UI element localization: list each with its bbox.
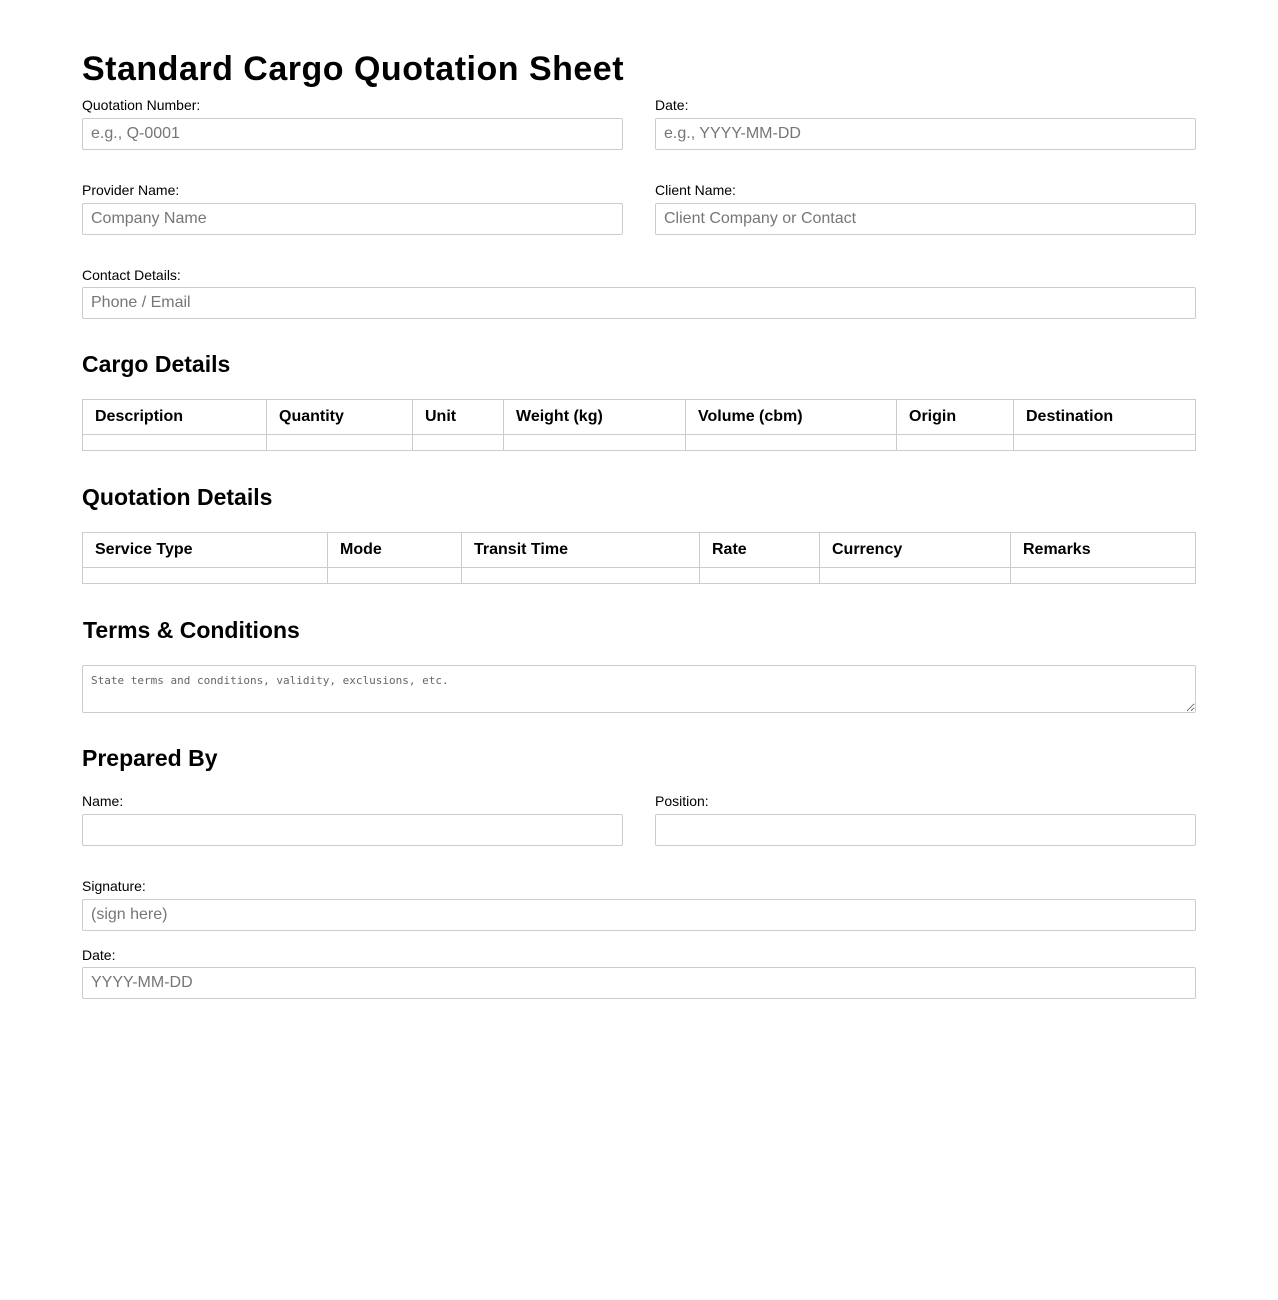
cargo-details-heading: Cargo Details bbox=[82, 351, 231, 377]
terms-heading: Terms & Conditions bbox=[83, 617, 300, 643]
cargo-header-description: Description bbox=[83, 400, 267, 435]
signature-input[interactable] bbox=[82, 899, 1196, 931]
name-input[interactable] bbox=[82, 814, 623, 846]
terms-textarea[interactable] bbox=[82, 665, 1196, 713]
table-cell[interactable] bbox=[1014, 435, 1196, 451]
name-label: Name: bbox=[82, 793, 124, 809]
prepared-by-heading: Prepared By bbox=[82, 745, 218, 771]
table-cell[interactable] bbox=[83, 568, 328, 584]
table-cell[interactable] bbox=[413, 435, 504, 451]
cargo-table bbox=[82, 399, 1196, 451]
prepared-date-input[interactable] bbox=[82, 967, 1196, 999]
cargo-header-quantity: Quantity bbox=[267, 400, 413, 435]
quotation-header-transit-time: Transit Time bbox=[462, 533, 700, 568]
quotation-number-label: Quotation Number: bbox=[82, 97, 201, 113]
table-cell[interactable] bbox=[1011, 568, 1196, 584]
contact-details-input[interactable] bbox=[82, 287, 1196, 319]
table-cell[interactable] bbox=[700, 568, 820, 584]
quotation-details-heading: Quotation Details bbox=[82, 484, 273, 510]
table-cell[interactable] bbox=[686, 435, 897, 451]
quotation-table bbox=[82, 532, 1196, 584]
client-name-input[interactable] bbox=[655, 203, 1196, 235]
date-input[interactable] bbox=[655, 118, 1196, 150]
table-cell[interactable] bbox=[820, 568, 1011, 584]
contact-details-label: Contact Details: bbox=[82, 267, 181, 283]
prepared-date-label: Date: bbox=[82, 947, 116, 963]
position-label: Position: bbox=[655, 793, 709, 809]
client-name-label: Client Name: bbox=[655, 182, 736, 198]
cargo-header-destination: Destination bbox=[1014, 400, 1196, 435]
quotation-header-rate: Rate bbox=[700, 533, 820, 568]
table-cell[interactable] bbox=[462, 568, 700, 584]
quotation-header-currency: Currency bbox=[820, 533, 1011, 568]
date-label: Date: bbox=[655, 97, 689, 113]
cargo-header-volume: Volume (cbm) bbox=[686, 400, 897, 435]
provider-name-input[interactable] bbox=[82, 203, 623, 235]
table-cell[interactable] bbox=[267, 435, 413, 451]
cargo-header-weight: Weight (kg) bbox=[504, 400, 686, 435]
quotation-header-remarks: Remarks bbox=[1011, 533, 1196, 568]
page-title: Standard Cargo Quotation Sheet bbox=[82, 50, 625, 88]
quotation-number-input[interactable] bbox=[82, 118, 623, 150]
table-cell[interactable] bbox=[897, 435, 1014, 451]
table-row bbox=[83, 435, 1196, 451]
table-cell[interactable] bbox=[328, 568, 462, 584]
provider-name-label: Provider Name: bbox=[82, 182, 180, 198]
quotation-header-mode: Mode bbox=[328, 533, 462, 568]
table-cell[interactable] bbox=[504, 435, 686, 451]
table-row bbox=[83, 568, 1196, 584]
cargo-header-origin: Origin bbox=[897, 400, 1014, 435]
signature-label: Signature: bbox=[82, 878, 146, 894]
quotation-header-service-type: Service Type bbox=[83, 533, 328, 568]
table-cell[interactable] bbox=[83, 435, 267, 451]
cargo-header-unit: Unit bbox=[413, 400, 504, 435]
position-input[interactable] bbox=[655, 814, 1196, 846]
